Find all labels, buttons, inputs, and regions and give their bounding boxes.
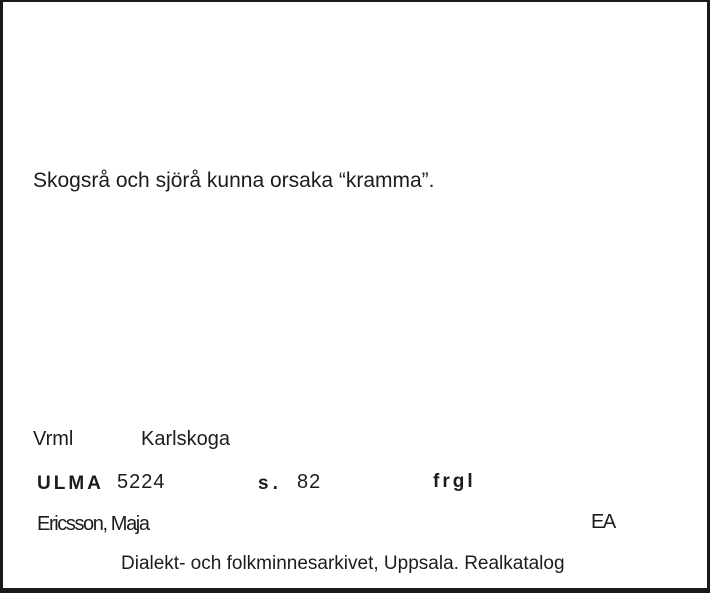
informant-name: Ericsson, Maja <box>37 513 149 535</box>
accession-number: 5224 <box>117 471 166 493</box>
collector-initials: EA <box>591 511 615 533</box>
parish-label: Karlskoga <box>141 428 230 450</box>
region-label: Vrml <box>33 428 74 450</box>
page-label: s. <box>258 473 282 494</box>
card-main-text: Skogsrå och sjörå kunna orsaka “kramma”. <box>33 169 435 192</box>
page-number: 82 <box>297 471 322 493</box>
archive-footer: Dialekt- och folkminnesarkivet, Uppsala. Realkatalog <box>121 553 565 574</box>
archive-code: ULMA <box>37 473 104 494</box>
type-code: frgl <box>433 471 476 492</box>
